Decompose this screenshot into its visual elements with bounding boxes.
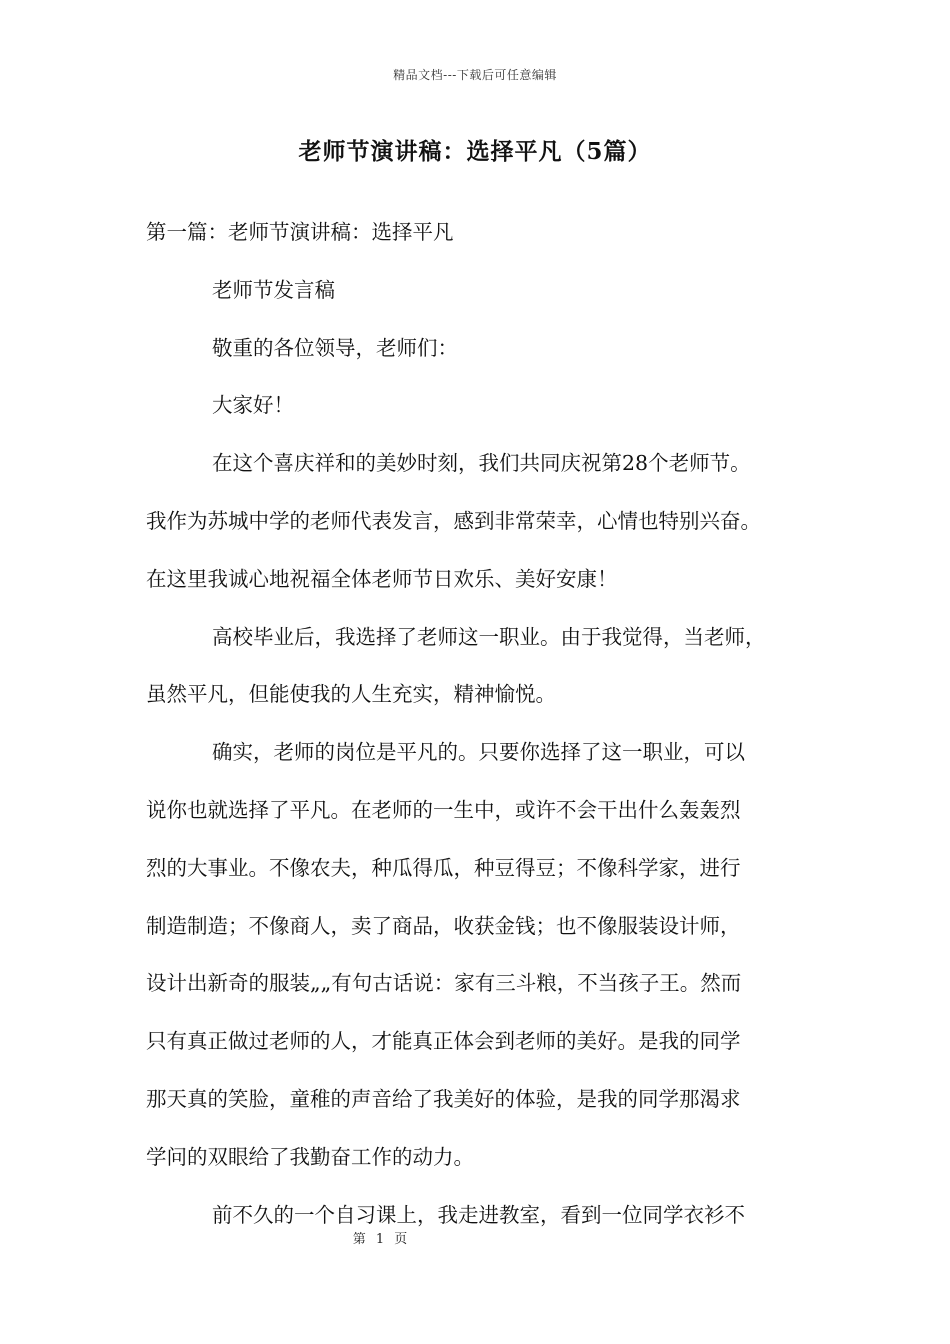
paragraph-line: 敬重的各位领导，老师们：: [212, 335, 458, 360]
paragraph-line: 说你也就选择了平凡。在老师的一生中，或许不会干出什么轰轰烈: [146, 797, 741, 822]
page-footer: [0, 1228, 760, 1247]
paragraph-line: 第一篇：老师节演讲稿：选择平凡: [146, 220, 454, 244]
paragraph-line: 高校毕业后，我选择了老师这一职业。由于我觉得，当老师，: [212, 624, 766, 649]
page-number: 1: [375, 1232, 385, 1247]
page-number-prefix: 第: [352, 1232, 366, 1247]
paragraph-line: 在这个喜庆祥和的美妙时刻，我们共同庆祝第28个老师节。: [212, 451, 751, 476]
paragraph-line: 在这里我诚心地祝福全体老师节日欢乐、美好安康！: [146, 566, 618, 591]
paragraph-line: 只有真正做过老师的人，才能真正体会到老师的美好。是我的同学: [146, 1029, 741, 1054]
paragraph-line: 虽然平凡，但能使我的人生充实，精神愉悦。: [146, 682, 556, 707]
paragraph-line: 学问的双眼给了我勤奋工作的动力。: [146, 1144, 474, 1169]
paragraph-line: 确实，老师的岗位是平凡的。只要你选择了这一职业，可以: [212, 740, 745, 765]
page-number-suffix: 页: [394, 1232, 408, 1247]
paragraph-line: 老师节发言稿: [212, 277, 335, 302]
document-title: 老师节演讲稿：选择平凡（5篇）: [298, 138, 652, 165]
paragraph-line: 大家好！: [212, 393, 294, 418]
paragraph-line: 我作为苏城中学的老师代表发言，感到非常荣幸，心情也特别兴奋。: [146, 508, 761, 533]
document-body: [146, 204, 810, 1244]
paragraph-line: 那天真的笑脸，童稚的声音给了我美好的体验，是我的同学那渴求: [146, 1086, 741, 1111]
paragraph-line: 烈的大事业。不像农夫，种瓜得瓜，种豆得豆；不像科学家，进行: [146, 855, 741, 880]
header-note: 精品文档---下载后可任意编辑: [393, 68, 557, 82]
paragraph-line: 设计出新奇的服装„„有句古话说：家有三斗粮，不当孩子王。然而: [146, 971, 742, 996]
paragraph-line: 前不久的一个自习课上，我走进教室，看到一位同学衣衫不: [212, 1202, 745, 1227]
paragraph-line: 制造制造；不像商人，卖了商品，收获金钱；也不像服装设计师，: [146, 913, 741, 938]
